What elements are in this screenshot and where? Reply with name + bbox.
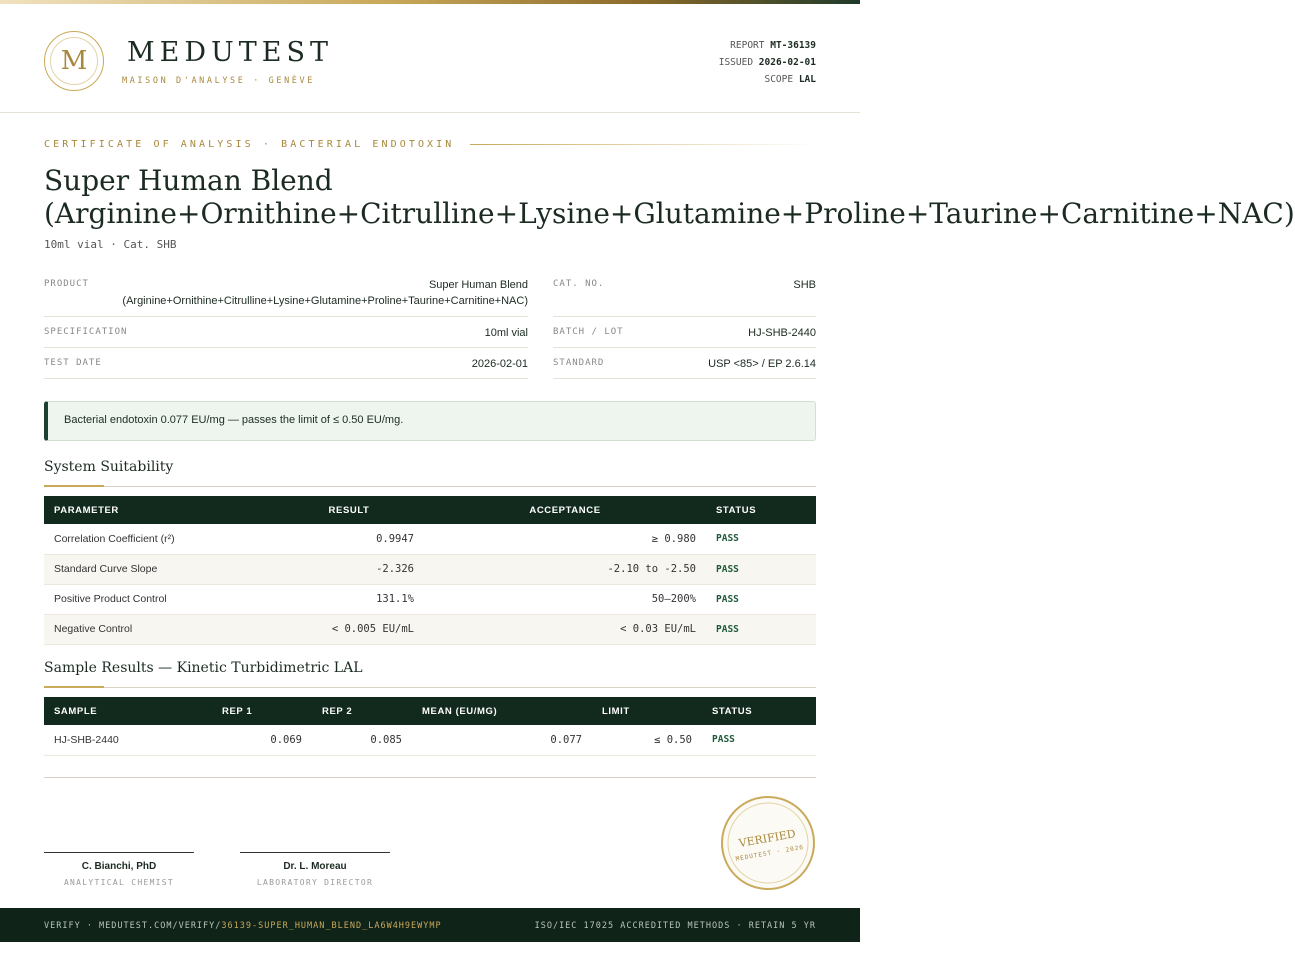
product-subtitle: 10ml vial · Cat. SHB (44, 238, 177, 251)
section-accent (44, 686, 104, 688)
verification-footer (0, 908, 860, 942)
meta-report: REPORT MT-36139 (730, 40, 816, 51)
meta-scope: SCOPE LAL (764, 74, 816, 85)
table-row: Standard Curve Slope -2.326 -2.10 to -2.50 PASS (44, 554, 816, 584)
logo-seal (44, 31, 104, 91)
result-summary-alert: Bacterial endotoxin 0.077 EU/mg — passes the limit of ≤ 0.50 EU/mg. (44, 401, 816, 441)
section-rule (44, 486, 816, 487)
status-badge: PASS (706, 524, 816, 554)
system-suitability-table (44, 496, 816, 645)
document-label-rule (470, 144, 816, 145)
system-suitability-title: System Suitability (44, 459, 174, 475)
detail-standard: STANDARD USP <85> / EP 2.6.14 (553, 356, 816, 379)
status-badge: PASS (702, 725, 816, 755)
report-header (0, 4, 860, 113)
section-rule (44, 687, 816, 688)
section-accent (44, 485, 104, 487)
svg-text:MEDUTEST · 2026: MEDUTEST · 2026 (735, 843, 805, 863)
col-status: STATUS (706, 496, 816, 524)
table-row: HJ-SHB-2440 0.069 0.085 0.077 ≤ 0.50 PASS (44, 725, 816, 755)
product-title: Super Human Blend (Arginine+Ornithine+Citrulline+Lysine+Glutamine+Proline+Taurine+Carnitine+NAC) (44, 164, 1295, 230)
brand-name: MEDUTEST (127, 37, 333, 68)
table-row: Positive Product Control 131.1% 50–200% PASS (44, 584, 816, 614)
detail-batch: BATCH / LOT HJ-SHB-2440 (553, 325, 816, 348)
verified-stamp (720, 795, 816, 891)
verify-link[interactable]: VERIFY · MEDUTEST.COM/VERIFY/36139-SUPER_HUMAN_BLEND_LA6W4H9EWYMP (44, 921, 442, 931)
col-rep1: REP 1 (212, 697, 312, 725)
detail-product: PRODUCT Super Human Blend (Arginine+Ornithine+Citrulline+Lysine+Glutamine+Proline+Taurine+Carnitine+NAC) (44, 277, 528, 317)
detail-test-date: TEST DATE 2026-02-01 (44, 356, 528, 379)
col-limit: LIMIT (592, 697, 702, 725)
status-badge: PASS (706, 554, 816, 584)
sample-results-title: Sample Results — Kinetic Turbidimetric LAL (44, 660, 363, 676)
col-mean: MEAN (EU/MG) (412, 697, 592, 725)
brand-tagline: MAISON D'ANALYSE · GENÈVE (122, 76, 315, 86)
signature-director: Dr. L. Moreau LABORATORY DIRECTOR (240, 852, 390, 887)
col-sample: SAMPLE (44, 697, 212, 725)
col-status: STATUS (702, 697, 816, 725)
sample-results-table (44, 697, 816, 756)
table-row: Negative Control < 0.005 EU/mL < 0.03 EU/mL PASS (44, 614, 816, 644)
detail-cat-no: CAT. NO. SHB (553, 277, 816, 317)
signature-analyst: C. Bianchi, PhD ANALYTICAL CHEMIST (44, 852, 194, 887)
col-result: RESULT (274, 496, 424, 524)
detail-specification: SPECIFICATION 10ml vial (44, 325, 528, 348)
meta-issued: ISSUED 2026-02-01 (718, 57, 816, 68)
status-badge: PASS (706, 584, 816, 614)
col-acceptance: ACCEPTANCE (424, 496, 706, 524)
signature-divider (44, 777, 816, 778)
col-rep2: REP 2 (312, 697, 412, 725)
accreditation-note: ISO/IEC 17025 ACCREDITED METHODS · RETAIN 5 YR (534, 921, 816, 931)
logo-letter: M (50, 37, 98, 85)
report-meta (719, 37, 816, 88)
document-type-label: CERTIFICATE OF ANALYSIS · BACTERIAL ENDOTOXIN (44, 139, 455, 150)
col-parameter: PARAMETER (44, 496, 274, 524)
table-row: Correlation Coefficient (r²) 0.9947 ≥ 0.980 PASS (44, 524, 816, 554)
status-badge: PASS (706, 614, 816, 644)
svg-text:VERIFIED: VERIFIED (737, 827, 797, 850)
